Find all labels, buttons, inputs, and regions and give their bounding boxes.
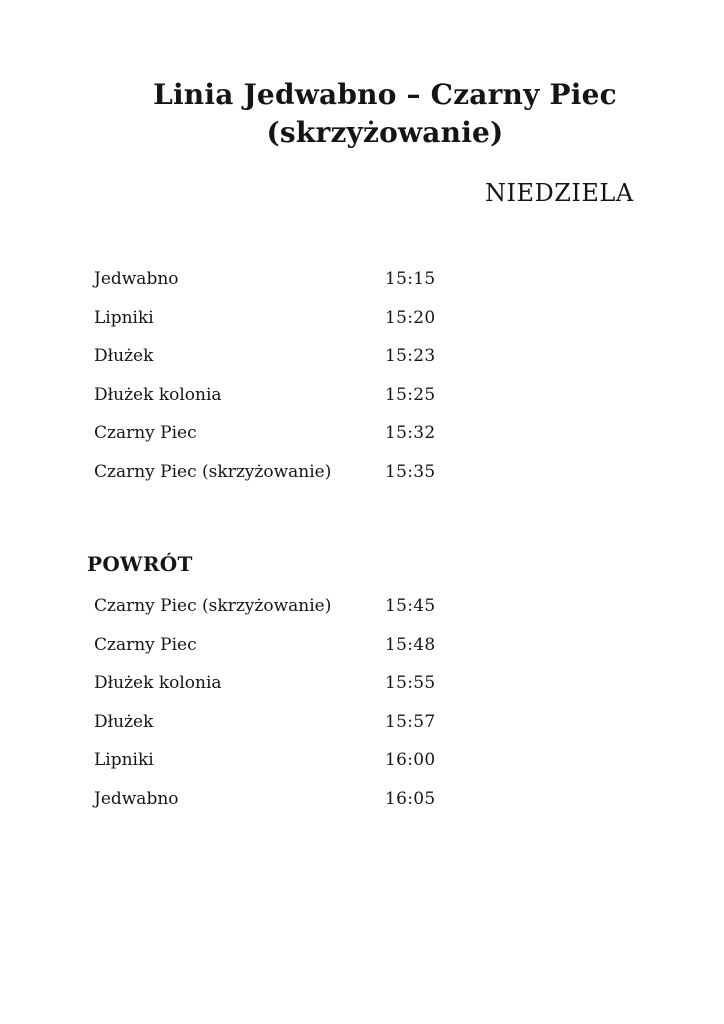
departure-time: 16:00	[385, 750, 436, 771]
departure-time: 15:35	[385, 461, 436, 482]
timetable-row	[87, 260, 683, 299]
timetable-row	[87, 703, 683, 742]
stop-name: Lipniki	[94, 750, 154, 771]
timetable-row	[87, 453, 683, 492]
departure-time: 15:25	[385, 384, 436, 405]
timetable-row	[87, 299, 683, 338]
timetable-row	[87, 587, 683, 626]
stop-name: Czarny Piec (skrzyżowanie)	[94, 461, 332, 482]
departure-time: 15:45	[385, 596, 436, 617]
stop-name: Dłużek	[94, 711, 154, 732]
timetable-row	[87, 626, 683, 665]
day-label: NIEDZIELA	[485, 179, 634, 207]
outbound-timetable	[87, 260, 683, 491]
timetable-row	[87, 376, 683, 415]
timetable-row	[87, 741, 683, 780]
document-title	[87, 0, 683, 152]
departure-time: 16:05	[385, 788, 436, 809]
departure-time: 15:55	[385, 673, 436, 694]
timetable-row	[87, 780, 683, 819]
departure-time: 15:32	[385, 423, 436, 444]
stop-name: Dłużek kolonia	[94, 673, 222, 694]
title-line-1: Linia Jedwabno – Czarny Piec	[153, 78, 617, 111]
title-line-2: (skrzyżowanie)	[266, 116, 504, 149]
return-heading: POWRÓT	[87, 552, 193, 576]
stop-name: Dłużek	[94, 346, 154, 367]
stop-name: Jedwabno	[94, 788, 179, 809]
return-timetable	[87, 587, 683, 818]
timetable-row	[87, 414, 683, 453]
departure-time: 15:48	[385, 634, 436, 655]
stop-name: Czarny Piec (skrzyżowanie)	[94, 596, 332, 617]
departure-time: 15:20	[385, 307, 436, 328]
departure-time: 15:15	[385, 269, 436, 290]
stop-name: Czarny Piec	[94, 423, 197, 444]
timetable-row	[87, 337, 683, 376]
stop-name: Jedwabno	[94, 269, 179, 290]
departure-time: 15:23	[385, 346, 436, 367]
stop-name: Lipniki	[94, 307, 154, 328]
stop-name: Czarny Piec	[94, 634, 197, 655]
stop-name: Dłużek kolonia	[94, 384, 222, 405]
departure-time: 15:57	[385, 711, 436, 732]
timetable-row	[87, 664, 683, 703]
